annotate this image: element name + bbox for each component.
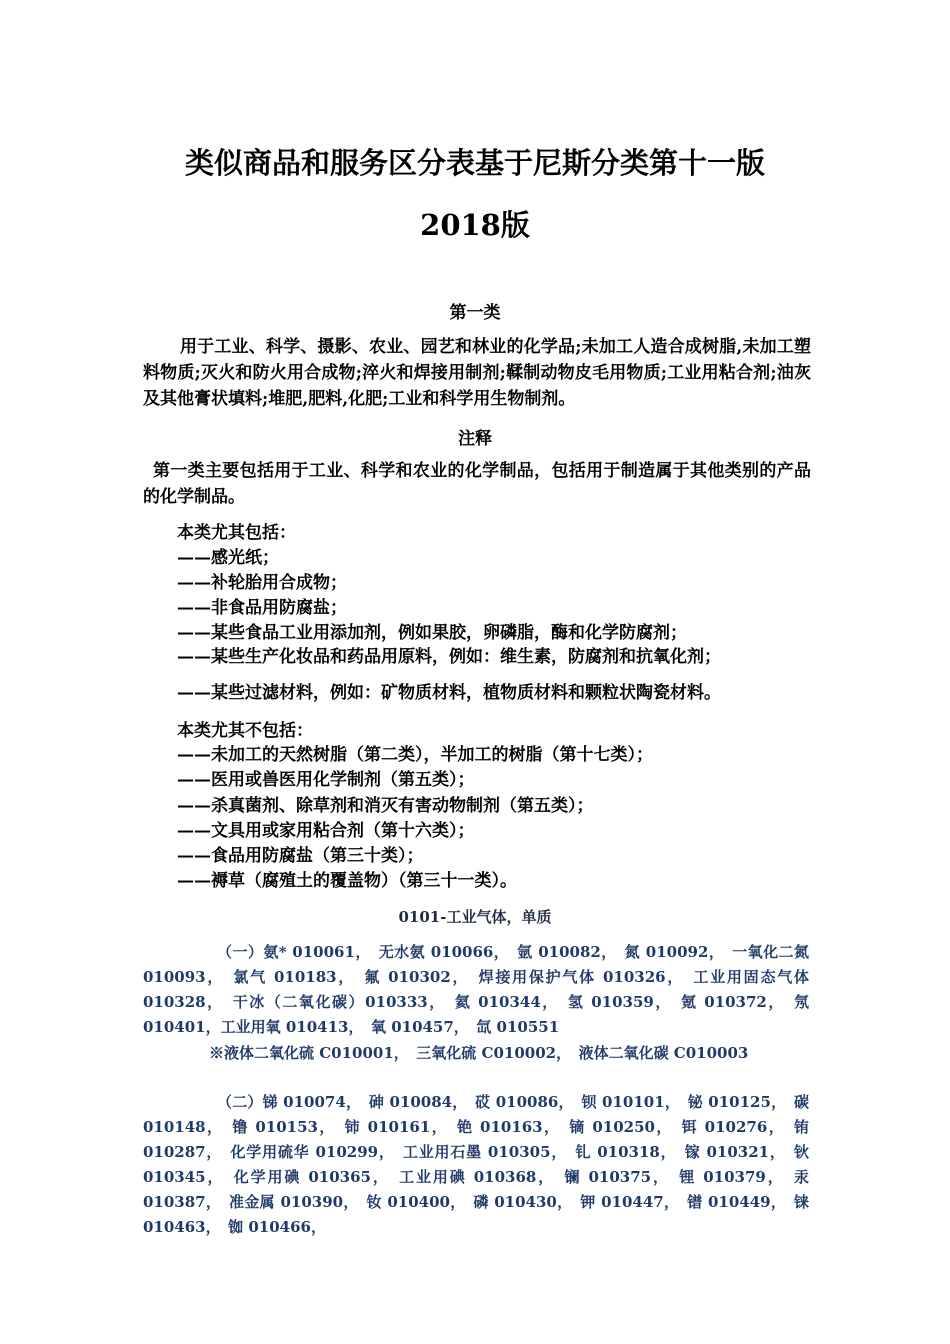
excludes-item: ——医用或兽医用化学制剂（第五类）； <box>177 770 475 790</box>
document-title: 类似商品和服务区分表基于尼斯分类第十一版 <box>184 146 765 180</box>
includes-item: ——非食品用防腐盐； <box>177 598 347 618</box>
excludes-heading: 本类尤其不包括： <box>177 721 313 741</box>
excludes-item: ——褥草（腐殖土的覆盖物）（第三十一类）。 <box>177 871 517 891</box>
includes-heading: 本类尤其包括： <box>177 523 296 543</box>
includes-item: ——某些过滤材料，例如：矿物质材料，植物质材料和颗粒状陶瓷材料。 <box>177 683 721 703</box>
includes-item: ——某些生产化妆品和药品用原料，例如：维生素，防腐剂和抗氧化剂； <box>177 647 721 667</box>
notes-heading: 注释 <box>458 429 492 449</box>
section-one-goods: （一）氨* 010061， 无水氨 010066， 氩 010082， 氮 010092， 一氧化二氮 010093， 氯气 010183， 氟 010302， 焊接用保护气体 010326， 工业用固态气体 010328， 干冰（二氧化碳）010333， 氦 010344， 氢 010359， 氪 010372， 氖 010401，工业用氧 010413， 氧 010457， 氙 010551 <box>143 943 809 1036</box>
notes-text: 第一类主要包括用于工业、科学和农业的化学制品，包括用于制造属于其他类别的产品的化学制品。 <box>143 461 811 507</box>
includes-item: ——感光纸； <box>177 548 279 568</box>
excludes-item: ——未加工的天然树脂（第二类），半加工的树脂（第十七类）； <box>177 745 653 765</box>
document-edition: 2018版 <box>420 208 530 242</box>
excludes-item: ——食品用防腐盐（第三十类）； <box>177 846 424 866</box>
includes-item: ——补轮胎用合成物； <box>177 573 347 593</box>
class-heading: 第一类 <box>449 303 501 323</box>
excludes-item: ——杀真菌剂、除草剂和消灭有害动物制剂（第五类）； <box>177 796 594 816</box>
excludes-item: ——文具用或家用粘合剂（第十六类）； <box>177 821 475 841</box>
includes-item: ——某些食品工业用添加剂，例如果胶，卵磷脂，酶和化学防腐剂； <box>177 623 687 643</box>
section-two-goods: （二）锑 010074， 砷 010084， 砹 010086， 钡 010101， 铋 010125， 碳 010148， 镥 010153， 铈 010161， 铯 010163， 镝 010250， 铒 010276， 铕 010287， 化学用硫华 010299， 工业用石墨 010305， 钆 010318， 镓 010321， 钬 010345， 化学用碘 010365， 工业用碘 010368， 镧 010375， 锂 010379， 汞 010387， 准金属 010390， 钕 010400， 磷 010430， 钾 010447， 镨 010449， 铼 010463， 铷 010466， <box>143 1093 809 1236</box>
class-description: 用于工业、科学、摄影、农业、园艺和林业的化学品;未加工人造合成树脂,未加工塑料物质;灭火和防火用合成物;淬火和焊接用制剂;鞣制动物皮毛用物质;工业用粘合剂;油灰及其他膏状填料;堆肥,肥料,化肥;工业和科学用生物制剂。 <box>143 337 811 409</box>
section-one-note: ※液体二氧化硫 C010001， 三氧化硫 C010002， 液体二氧化碳 C010003 <box>209 1044 749 1062</box>
group-heading: 0101-工业气体，单质 <box>398 908 552 926</box>
